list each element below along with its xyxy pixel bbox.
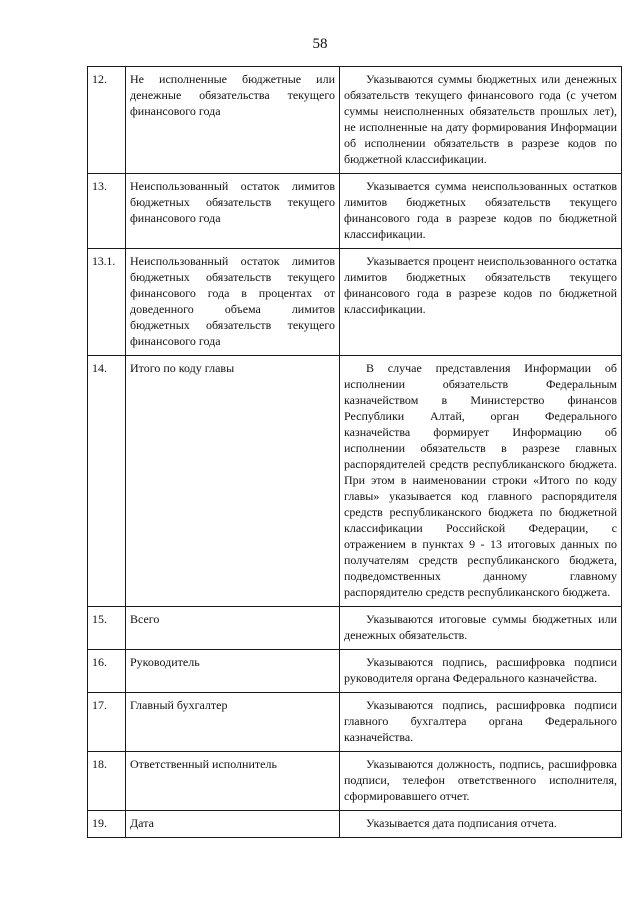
row-description: Указывается дата подписания отчета. — [340, 811, 622, 838]
table-row — [88, 249, 622, 356]
row-field-name: Неиспользованный остаток лимитов бюджетных обязательств текущего финансового года в процентах от доведенного объема лимитов бюджетных обязательств текущего финансового года — [126, 249, 340, 356]
row-number: 15. — [88, 607, 126, 650]
row-number: 19. — [88, 811, 126, 838]
row-field-name: Главный бухгалтер — [126, 693, 340, 752]
row-description: Указываются подпись, расшифровка подписи руководителя органа Федерального казначейства. — [340, 650, 622, 693]
row-number: 16. — [88, 650, 126, 693]
instructions-table — [87, 66, 622, 838]
row-field-name: Не исполненные бюджетные или денежные обязательства текущего финансового года — [126, 67, 340, 174]
row-number: 12. — [88, 67, 126, 174]
row-description: Указываются итоговые суммы бюджетных или денежных обязательств. — [340, 607, 622, 650]
row-field-name: Всего — [126, 607, 340, 650]
page-number: 58 — [312, 36, 328, 52]
table-row — [88, 356, 622, 607]
row-number: 17. — [88, 693, 126, 752]
row-field-name: Неиспользованный остаток лимитов бюджетных обязательств текущего финансового года — [126, 174, 340, 249]
table-row — [88, 67, 622, 174]
row-description: Указывается процент неиспользованного остатка лимитов бюджетных обязательств текущего финансового года в разрезе кодов по бюджетной классификации. — [340, 249, 622, 356]
table-row — [88, 811, 622, 838]
row-field-name: Дата — [126, 811, 340, 838]
table-row — [88, 752, 622, 811]
row-description: Указывается сумма неиспользованных остатков лимитов бюджетных обязательств текущего финансового года в разрезе кодов по бюджетной классификации. — [340, 174, 622, 249]
row-description: Указываются подпись, расшифровка подписи главного бухгалтера органа Федерального казначейства. — [340, 693, 622, 752]
row-description: Указываются суммы бюджетных или денежных обязательств текущего финансового года (с учетом суммы неисполненных обязательств прошлых лет), не исполненные на дату формирования Информации об исполнении обязательств в разрезе кодов по бюджетной классификации. — [340, 67, 622, 174]
row-number: 13.1. — [88, 249, 126, 356]
row-number: 18. — [88, 752, 126, 811]
row-field-name: Итого по коду главы — [126, 356, 340, 607]
row-field-name: Руководитель — [126, 650, 340, 693]
row-description: В случае представления Информации об исполнении обязательств Федеральным казначейством в Министерство финансов Республики Алтай, орган Федерального казначейства формирует Информацию об исполнении обязательств в разрезе главных распорядителей средств республиканского бюджета. При этом в наименовании строки «Итого по коду главы» указывается код главного распорядителя средств республиканского бюджета по бюджетной классификации Российской Федерации, с отражением в пунктах 9 - 13 итоговых данных по получателям средств республиканского бюджета, подведомственных данному главному распорядителю средств республиканского бюджета. — [340, 356, 622, 607]
row-description: Указываются должность, подпись, расшифровка подписи, телефон ответственного исполнителя, сформировавшего отчет. — [340, 752, 622, 811]
table-row — [88, 607, 622, 650]
table-row — [88, 174, 622, 249]
table-row — [88, 693, 622, 752]
row-number: 13. — [88, 174, 126, 249]
row-number: 14. — [88, 356, 126, 607]
table-row — [88, 650, 622, 693]
row-field-name: Ответственный исполнитель — [126, 752, 340, 811]
